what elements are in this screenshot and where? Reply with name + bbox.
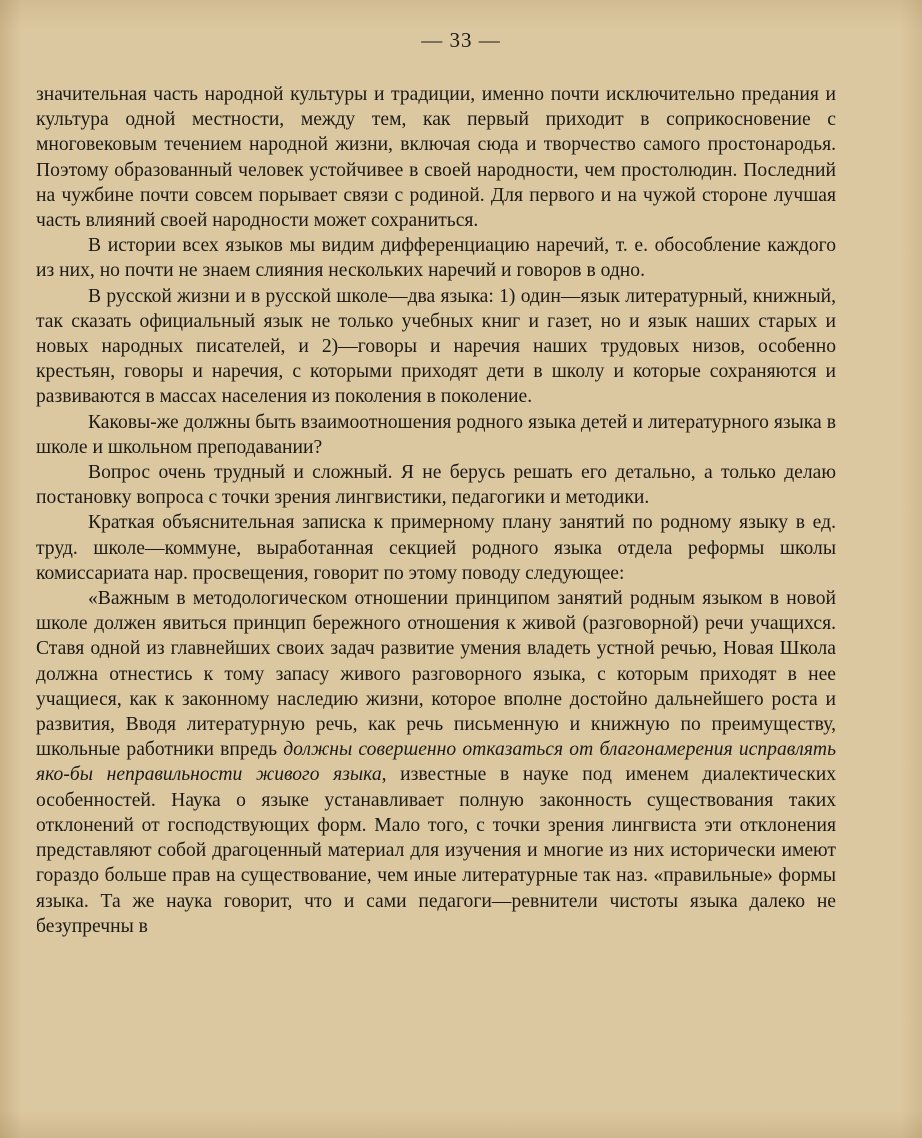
- paragraph-2: В истории всех языков мы видим дифференциацию наречий, т. е. обособление каждого из них, но почти не знаем слияния нескольких наречий и говоров в одно.: [36, 235, 836, 282]
- paragraph-4: Каковы-же должны быть взаимоотношения родного языка детей и литературного языка в школе и школьном преподавании?: [36, 411, 836, 458]
- paragraph-1: значительная часть народной культуры и традиции, именно почти исключительно предания и культура одной местности, между тем, как первый приходит в соприкосновение с многовековым течением народной жизни, включая сюда и творчество самого простонародья. Поэтому образованный человек устойчивее в своей народности, чем простолюдин. Последний на чужбине почти совсем порывает связи с родиной. Для первого и на чужой стороне лучшая часть влияний своей народности может сохраниться.: [36, 84, 836, 232]
- page-number: — 33 —: [421, 28, 501, 52]
- quote-text-start: «Важным в методологическом отношении принципом занятий родным языком в новой школе должен явиться принцип бережного отношения к живой (разговорной) речи учащихся. Ставя одной из главнейших своих задач развитие умения владеть устной речью, Новая Школа должна отнестись к тому запасу живого разговорного языка, с которым приходят в нее учащиеся, как к законному наследию жизни, которое вполне достойно дальнейшего роста и развития, Вводя литературную речь, как речь письменную и книжную по преимуществу, школьные работники впредь: [36, 588, 836, 761]
- quote-italic-text: должны совершенно отказаться от благонамерения исправлять яко-бы неправильности живого языка: [36, 739, 836, 786]
- paragraph-3: В русской жизни и в русской школе—два языка: 1) один—язык литературный, книжный, так сказать официальный язык не только учебных книг и газет, но и язык наших старых и новых народных писателей, и 2)—говоры и наречия наших трудовых низов, особенно крестьян, говоры и наречия, с которыми приходят дети в школу и которые сохраняются и развиваются в массах населения из поколения в поколение.: [36, 285, 836, 408]
- quote-text-end: , известные в науке под именем диалектических особенностей. Наука о языке устанавливает полную законность существования таких отклонений от господствующих форм. Мало того, с точки зрения лингвиста эти отклонения представляют собой драгоценный материал для изучения и многие из них исторически имеют гораздо больше прав на существование, чем иные литературные так наз. «правильные» формы языка. Та же наука говорит, что и сами педагоги—ревнители чистоты языка далеко не безупречны в: [36, 764, 837, 937]
- paragraph-6: Краткая объяснительная записка к примерному плану занятий по родному языку в ед. труд. школе—коммуне, выработанная секцией родного языка отдела реформы школы комиссариата нар. просвещения, говорит по этому поводу следующее:: [36, 512, 836, 584]
- page-text: [36, 82, 836, 939]
- quote-paragraph: [36, 586, 836, 939]
- paragraph-5: Вопрос очень трудный и сложный. Я не берусь решать его детально, а только делаю постановку вопроса с точки зрения лингвистики, педагогики и методики.: [36, 462, 836, 509]
